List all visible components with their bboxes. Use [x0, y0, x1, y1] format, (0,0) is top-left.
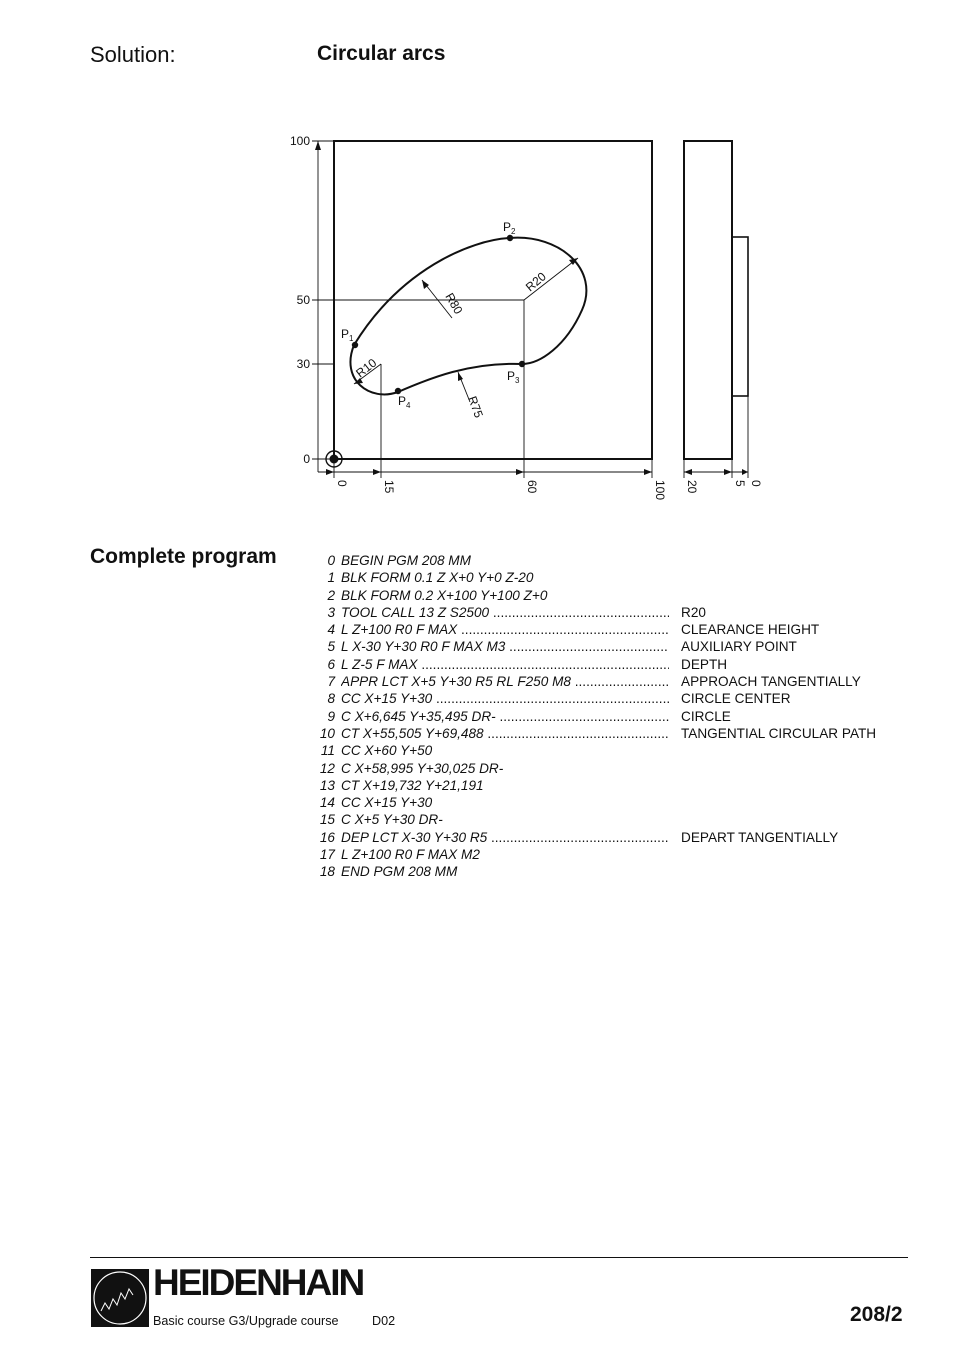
line-number: 16 — [319, 829, 335, 845]
line-number: 13 — [319, 777, 335, 793]
line-number: 17 — [319, 847, 335, 863]
side-tick-5: 5 — [733, 480, 747, 487]
nc-code-text: BLK FORM 0.2 X+100 Y+100 Z+0 — [341, 587, 548, 603]
nc-code-text: APPR LCT X+5 Y+30 R5 RL F250 M8 — [341, 674, 571, 690]
program-line — [300, 587, 900, 604]
nc-code-text: CC X+15 Y+30 — [341, 795, 433, 811]
line-number: 10 — [319, 725, 335, 741]
program-line — [300, 621, 900, 638]
program-line — [300, 811, 900, 828]
line-comment: DEPTH — [681, 656, 728, 672]
program-line — [300, 673, 900, 690]
line-number: 12 — [319, 760, 335, 776]
program-line — [300, 690, 900, 707]
nc-code — [341, 638, 669, 655]
nc-code — [341, 621, 669, 638]
line-number: 0 — [327, 553, 335, 568]
y-tick-30: 30 — [296, 357, 310, 371]
radius-r75: R75 — [465, 394, 486, 420]
footer-divider — [90, 1257, 908, 1258]
line-number: 11 — [320, 743, 335, 759]
nc-code-text: CC X+15 Y+30 — [341, 691, 433, 707]
program-line — [300, 742, 900, 759]
line-number: 9 — [327, 708, 335, 724]
nc-code-text: CT X+55,505 Y+69,488 — [341, 725, 484, 741]
y-tick-100: 100 — [289, 134, 310, 148]
line-comment: CIRCLE CENTER — [681, 691, 791, 707]
program-line — [300, 708, 900, 725]
nc-code — [341, 569, 669, 586]
line-number: 7 — [327, 674, 335, 690]
nc-code-text: C X+58,995 Y+30,025 DR- — [341, 760, 504, 776]
program-line — [300, 829, 900, 846]
radius-r10: R10 — [353, 355, 380, 381]
point-p4: $P_4$ — [398, 394, 411, 410]
line-number: 6 — [327, 656, 335, 672]
nc-code-text: CC X+60 Y+50 — [341, 743, 433, 759]
side-tick-20: 20 — [685, 480, 699, 494]
program-line — [300, 725, 900, 742]
x-tick-100: 100 — [653, 480, 667, 501]
line-comment: CIRCLE — [681, 708, 731, 724]
point-p2: $P_2$ — [503, 220, 516, 236]
nc-code — [341, 656, 669, 673]
x-tick-15: 15 — [382, 480, 396, 494]
line-number: 14 — [319, 795, 335, 811]
side-tick-0: 0 — [749, 480, 763, 487]
line-number: 5 — [327, 639, 335, 655]
heidenhain-logo — [91, 1269, 149, 1327]
page-title: Circular arcs — [317, 42, 446, 65]
nc-code — [341, 690, 669, 707]
course-name: Basic course G3/Upgrade course — [153, 1314, 339, 1328]
nc-code-text: TOOL CALL 13 Z S2500 — [341, 604, 490, 620]
line-number: 3 — [327, 604, 335, 620]
course-code: D02 — [372, 1314, 396, 1328]
line-comment: R20 — [681, 604, 706, 620]
radius-r20: R20 — [522, 269, 549, 295]
line-number: 1 — [327, 570, 335, 586]
y-tick-0: 0 — [303, 452, 310, 466]
nc-code — [341, 708, 669, 725]
program-line — [300, 794, 900, 811]
line-comment: TANGENTIAL CIRCULAR PATH — [681, 725, 877, 741]
side-view-pocket — [732, 237, 748, 396]
nc-code — [341, 811, 669, 828]
program-line — [300, 760, 900, 777]
line-comment: CLEARANCE HEIGHT — [681, 622, 820, 638]
nc-code-text: END PGM 208 MM — [341, 864, 458, 880]
line-comment: DEPART TANGENTIALLY — [681, 829, 839, 845]
line-number: 15 — [319, 812, 335, 828]
line-comment: AUXILIARY POINT — [681, 639, 797, 655]
nc-code-text: CT X+19,732 Y+21,191 — [341, 777, 484, 793]
nc-code — [341, 587, 669, 604]
nc-code — [341, 725, 669, 742]
contour-path — [350, 238, 586, 395]
x-tick-60: 60 — [525, 480, 539, 494]
side-view-outline — [684, 141, 732, 459]
nc-code — [341, 863, 669, 880]
nc-code-text: L Z+100 R0 F MAX M2 — [341, 847, 480, 863]
nc-code-text: L Z+100 R0 F MAX — [341, 622, 458, 638]
contour-points — [352, 235, 525, 394]
nc-code-text: C X+6,645 Y+35,495 DR- — [341, 708, 496, 724]
nc-code — [341, 604, 669, 621]
program-line — [300, 569, 900, 586]
nc-code — [341, 829, 669, 846]
radius-r80: R80 — [442, 290, 466, 317]
program-line — [300, 656, 900, 673]
program-line — [300, 638, 900, 655]
x-tick-0: 0 — [335, 480, 349, 487]
nc-code-text: BLK FORM 0.1 Z X+0 Y+0 Z-20 — [341, 570, 534, 586]
nc-code-text: BEGIN PGM 208 MM — [341, 553, 471, 568]
program-line — [300, 777, 900, 794]
program-line — [300, 846, 900, 863]
program-listing — [300, 552, 900, 881]
program-heading: Complete program — [90, 545, 277, 568]
nc-code — [341, 846, 669, 863]
solution-label: Solution: — [90, 42, 176, 67]
program-line — [300, 604, 900, 621]
program-line — [300, 863, 900, 880]
line-number: 18 — [319, 864, 335, 880]
nc-code-text: L Z-5 F MAX — [341, 656, 418, 672]
logo-emblem-icon — [91, 1269, 149, 1327]
nc-code — [341, 760, 669, 777]
nc-code-text: DEP LCT X-30 Y+30 R5 — [341, 829, 488, 845]
nc-code — [341, 673, 669, 690]
line-comment: APPROACH TANGENTIALLY — [681, 674, 861, 690]
nc-code — [341, 794, 669, 811]
nc-code — [341, 777, 669, 794]
point-p3: $P_3$ — [507, 369, 520, 385]
line-number: 2 — [327, 587, 335, 603]
line-number: 4 — [327, 622, 335, 638]
point-p1: $P_1$ — [341, 327, 354, 343]
program-line — [300, 552, 900, 569]
page-number: 208/2 — [850, 1303, 903, 1326]
nc-code — [341, 742, 669, 759]
brand-name: HEIDENHAIN — [153, 1262, 364, 1303]
dimension-lines — [312, 141, 748, 478]
nc-code-text: L X-30 Y+30 R0 F MAX M3 — [341, 639, 506, 655]
technical-drawing — [0, 0, 954, 520]
y-tick-50: 50 — [296, 293, 310, 307]
nc-code-text: C X+5 Y+30 DR- — [341, 812, 443, 828]
line-number: 8 — [327, 691, 335, 707]
nc-code — [341, 552, 669, 569]
